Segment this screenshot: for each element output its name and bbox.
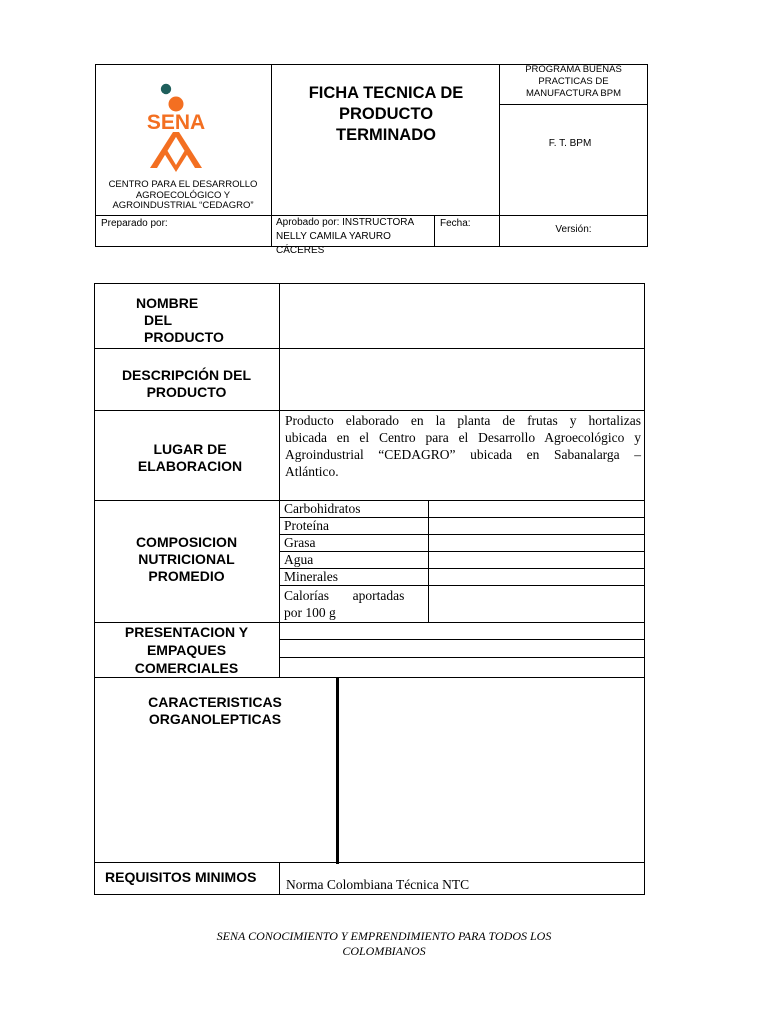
sena-logo bbox=[133, 80, 219, 172]
document-title: FICHA TECNICA DE PRODUCTO TERMINADO bbox=[308, 84, 464, 144]
organoleptic-value[interactable] bbox=[341, 679, 643, 860]
product-name-label: NOMBRE DEL PRODUCTO bbox=[136, 295, 224, 345]
sena-logo-icon bbox=[133, 80, 219, 172]
version-label: Versión: bbox=[555, 224, 592, 235]
composition-item: Proteína bbox=[284, 518, 329, 533]
prepared-by-label: Preparado por: bbox=[101, 218, 168, 229]
program-name: PROGRAMA BUENAS PRACTICAS DE MANUFACTURA BPM bbox=[525, 64, 622, 99]
composition-item: Minerales bbox=[284, 569, 338, 584]
approved-by: Aprobado por: INSTRUCTORA NELLY CAMILA YARURO CÁCERES bbox=[276, 217, 415, 256]
composition-item: Agua bbox=[284, 552, 314, 567]
composition-item: Carbohidratos bbox=[284, 501, 361, 516]
footer-slogan: SENA CONOCIMIENTO Y EMPRENDIMIENTO PARA TODOS LOS COLOMBIANOS bbox=[216, 929, 552, 958]
place-text: Producto elaborado en la planta de frutas y hortalizas ubicada en el Centro para el Desarrollo Agroecológico y Agroindustrial “CEDAGRO” ubicada en Sabanalarga – Atlántico. bbox=[285, 413, 641, 479]
composition-label: COMPOSICION NUTRICIONAL PROMEDIO bbox=[135, 534, 238, 584]
description-label: DESCRIPCIÓN DEL PRODUCTO bbox=[121, 367, 252, 400]
document-code: F. T. BPM bbox=[548, 138, 592, 149]
requirements-value: Norma Colombiana Técnica NTC bbox=[286, 877, 470, 892]
date-label: Fecha: bbox=[440, 218, 471, 229]
composition-item: Grasa bbox=[284, 535, 316, 550]
organoleptic-label: CARACTERISTICAS ORGANOLEPTICAS bbox=[148, 694, 282, 727]
place-label: LUGAR DE ELABORACION bbox=[137, 441, 243, 474]
product-name-value[interactable] bbox=[281, 285, 643, 346]
center-name: CENTRO PARA EL DESARROLLO AGROECOLÓGICO Y AGROINDUSTRIAL “CEDAGRO” bbox=[108, 179, 258, 211]
presentation-label: PRESENTACION Y EMPAQUES COMERCIALES bbox=[124, 624, 249, 676]
svg-text:SENA: SENA bbox=[146, 111, 206, 134]
requirements-label: REQUISITOS MINIMOS bbox=[105, 869, 257, 885]
calories-item: Calorías aportadas por 100 g bbox=[284, 588, 405, 620]
description-value[interactable] bbox=[281, 350, 643, 408]
